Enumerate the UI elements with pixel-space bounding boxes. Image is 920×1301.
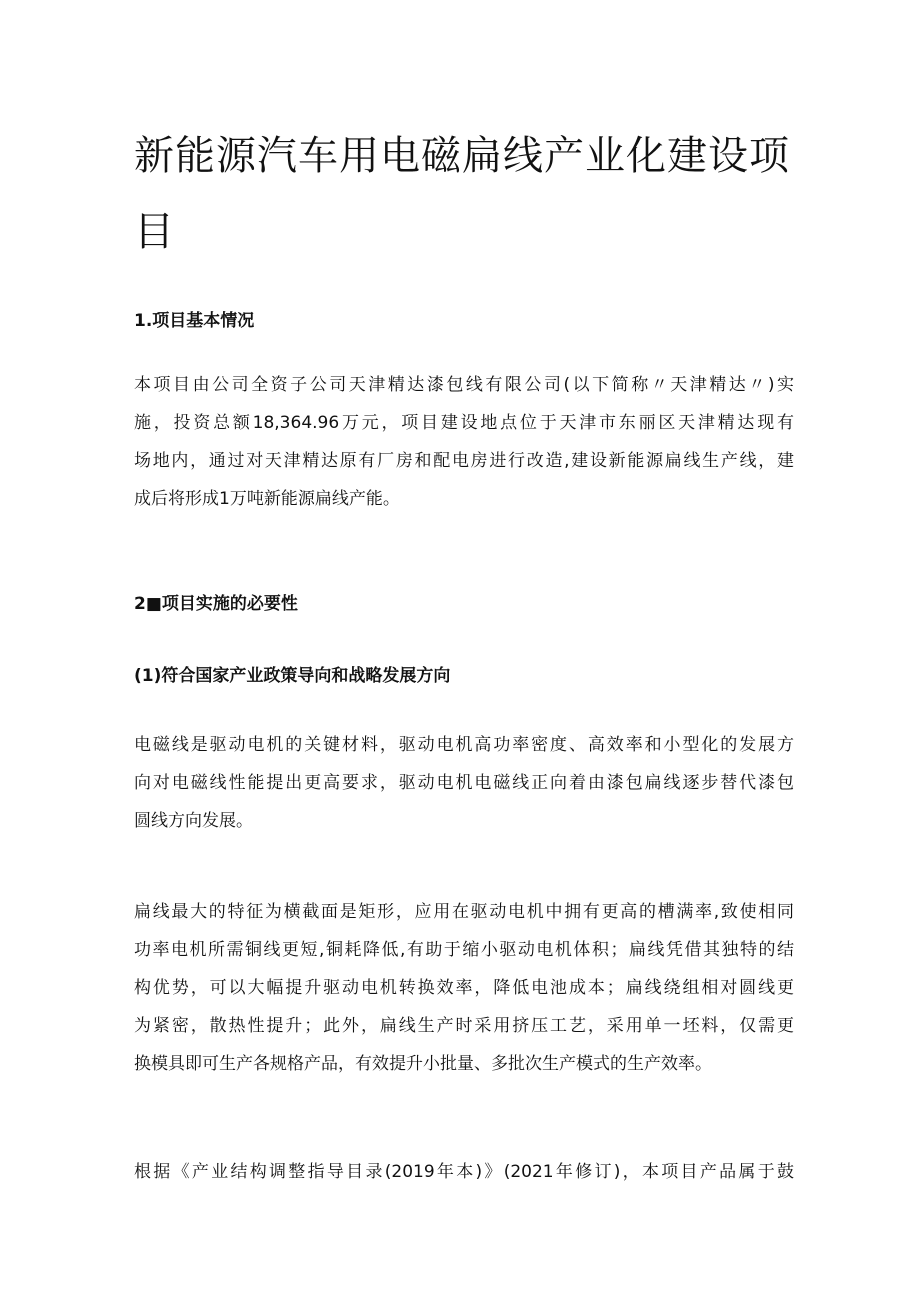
section-heading-basic-info: 1.项目基本情况 (134, 311, 255, 331)
paragraph-electromagnetic-wire (134, 726, 794, 840)
paragraph-line: 电磁线是驱动电机的关键材料，驱动电机高功率密度、高效率和小型化的发展方 (134, 735, 794, 755)
paragraph-line: 功率电机所需铜线更短,铜耗降低,有助于缩小驱动电机体积；扁线凭借其独特的结 (134, 940, 794, 960)
paragraph-line: 换模具即可生产各规格产品，有效提升小批量、多批次生产模式的生产效率。 (134, 1054, 712, 1074)
paragraph-basic-info (134, 366, 794, 518)
paragraph-line: 圆线方向发展。 (134, 811, 253, 831)
subsection-heading-policy: (1)符合国家产业政策导向和战略发展方向 (134, 666, 451, 686)
paragraph-line: 施，投资总额18,364.96万元，项目建设地点位于天津市东丽区天津精达现有 (134, 413, 794, 433)
paragraph-line: 扁线最大的特征为横截面是矩形，应用在驱动电机中拥有更高的槽满率,致使相同 (134, 902, 794, 922)
paragraph-line: 成后将形成1万吨新能源扁线产能。 (134, 489, 400, 509)
section-heading-necessity: 2■项目实施的必要性 (134, 594, 298, 614)
paragraph-line: 构优势，可以大幅提升驱动电机转换效率，降低电池成本；扁线绕组相对圆线更 (134, 978, 794, 998)
paragraph-line: 根据《产业结构调整指导目录(2019年本)》(2021年修订)，本项目产品属于鼓 (134, 1162, 794, 1182)
paragraph-line: 本项目由公司全资子公司天津精达漆包线有限公司(以下简称〃天津精达〃)实 (134, 375, 794, 395)
paragraph-line: 向对电磁线性能提出更高要求，驱动电机电磁线正向着由漆包扁线逐步替代漆包 (134, 773, 794, 793)
document-title: 新能源汽车用电磁扁线产业化建设项目 (134, 133, 790, 255)
paragraph-flat-wire-advantages (134, 893, 794, 1083)
paragraph-industrial-catalog (134, 1153, 794, 1191)
paragraph-line: 为紧密，散热性提升；此外，扁线生产时采用挤压工艺，采用单一坯料，仅需更 (134, 1016, 794, 1036)
paragraph-line: 场地内，通过对天津精达原有厂房和配电房进行改造,建设新能源扁线生产线，建 (134, 451, 794, 471)
